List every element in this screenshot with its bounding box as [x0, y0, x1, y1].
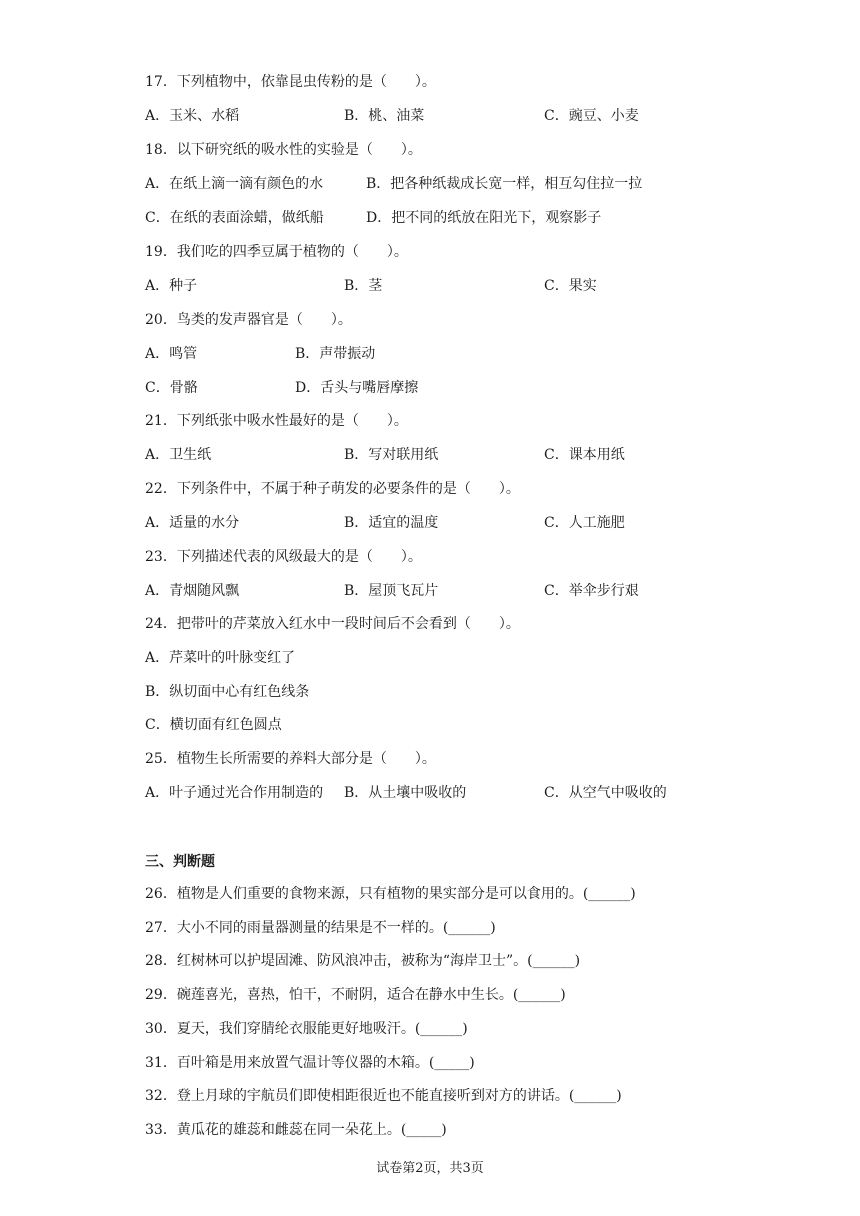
question-22-option-a: A．适量的水分 — [145, 515, 240, 531]
question-25-option-a: A．叶子通过光合作用制造的 — [145, 785, 324, 801]
question-21-option-a: A．卫生纸 — [145, 447, 212, 463]
question-17-option-b: B．桃、油菜 — [344, 108, 425, 124]
question-26: 26．植物是人们重要的食物来源，只有植物的果实部分是可以食用的。(______) — [145, 886, 636, 902]
question-30: 30．夏天，我们穿腈纶衣服能更好地吸汗。(______) — [145, 1021, 468, 1037]
question-20-option-b: B．声带振动 — [295, 346, 376, 362]
question-24-option-a: A．芹菜叶的叶脉变红了 — [145, 650, 296, 666]
question-20-option-a: A．鸣管 — [145, 346, 198, 362]
question-18-option-b: B．把各种纸裁成长宽一样，相互勾住拉一拉 — [366, 176, 643, 192]
question-25-option-b: B．从土壤中吸收的 — [344, 785, 467, 801]
question-22-option-b: B．适宜的温度 — [344, 515, 439, 531]
question-24-option-b: B．纵切面中心有红色线条 — [145, 684, 310, 700]
question-31: 31．百叶箱是用来放置气温计等仪器的木箱。(_____) — [145, 1055, 475, 1071]
question-21-option-b: B．写对联用纸 — [344, 447, 439, 463]
question-19-option-a: A．种子 — [145, 278, 198, 294]
question-33: 33．黄瓜花的雄蕊和雌蕊在同一朵花上。(_____) — [145, 1122, 447, 1138]
question-29: 29．碗莲喜光，喜热，怕干，不耐阴，适合在静水中生长。(______) — [145, 987, 566, 1003]
question-25-option-c: C．从空气中吸收的 — [544, 785, 667, 801]
question-19-stem: 19．我们吃的四季豆属于植物的（ ）。 — [145, 244, 408, 260]
page-footer: 试卷第2页，共3页 — [376, 1161, 484, 1176]
question-24-option-c: C．横切面有红色圆点 — [145, 717, 282, 733]
question-18-stem: 18．以下研究纸的吸水性的实验是（ ）。 — [145, 142, 422, 158]
section-3-title: 三、判断题 — [145, 854, 215, 870]
question-17-stem: 17．下列植物中，依靠昆虫传粉的是（ ）。 — [145, 74, 436, 90]
question-25-stem: 25．植物生长所需要的养料大部分是（ ）。 — [145, 751, 436, 767]
question-19-option-c: C．果实 — [544, 278, 597, 294]
question-20-option-d: D．舌头与嘴唇摩擦 — [295, 380, 419, 396]
question-21-stem: 21．下列纸张中吸水性最好的是（ ）。 — [145, 413, 408, 429]
question-21-option-c: C．课本用纸 — [544, 447, 625, 463]
question-23-option-a: A．青烟随风飘 — [145, 583, 240, 599]
question-20-option-c: C．骨骼 — [145, 380, 198, 396]
question-28: 28．红树林可以护堤固滩、防风浪冲击，被称为“海岸卫士”。(______) — [145, 953, 581, 969]
question-32: 32．登上月球的宇航员们即使相距很近也不能直接听到对方的讲话。(______) — [145, 1088, 622, 1104]
question-27: 27．大小不同的雨量器测量的结果是不一样的。(______) — [145, 920, 496, 936]
question-17-option-c: C．豌豆、小麦 — [544, 108, 639, 124]
question-22-stem: 22．下列条件中，不属于种子萌发的必要条件的是（ ）。 — [145, 481, 520, 497]
question-19-option-b: B．茎 — [344, 278, 383, 294]
question-23-stem: 23．下列描述代表的风级最大的是（ ）。 — [145, 549, 422, 565]
question-23-option-b: B．屋顶飞瓦片 — [344, 583, 439, 599]
question-18-option-c: C．在纸的表面涂蜡，做纸船 — [145, 210, 324, 226]
question-17-option-a: A．玉米、水稻 — [145, 108, 240, 124]
question-20-stem: 20．鸟类的发声器官是（ ）。 — [145, 312, 352, 328]
question-18-option-d: D．把不同的纸放在阳光下，观察影子 — [366, 210, 602, 226]
question-24-stem: 24．把带叶的芹菜放入红水中一段时间后不会看到（ ）。 — [145, 616, 520, 632]
question-18-option-a: A．在纸上滴一滴有颜色的水 — [145, 176, 324, 192]
question-23-option-c: C．举伞步行艰 — [544, 583, 639, 599]
question-22-option-c: C．人工施肥 — [544, 515, 625, 531]
